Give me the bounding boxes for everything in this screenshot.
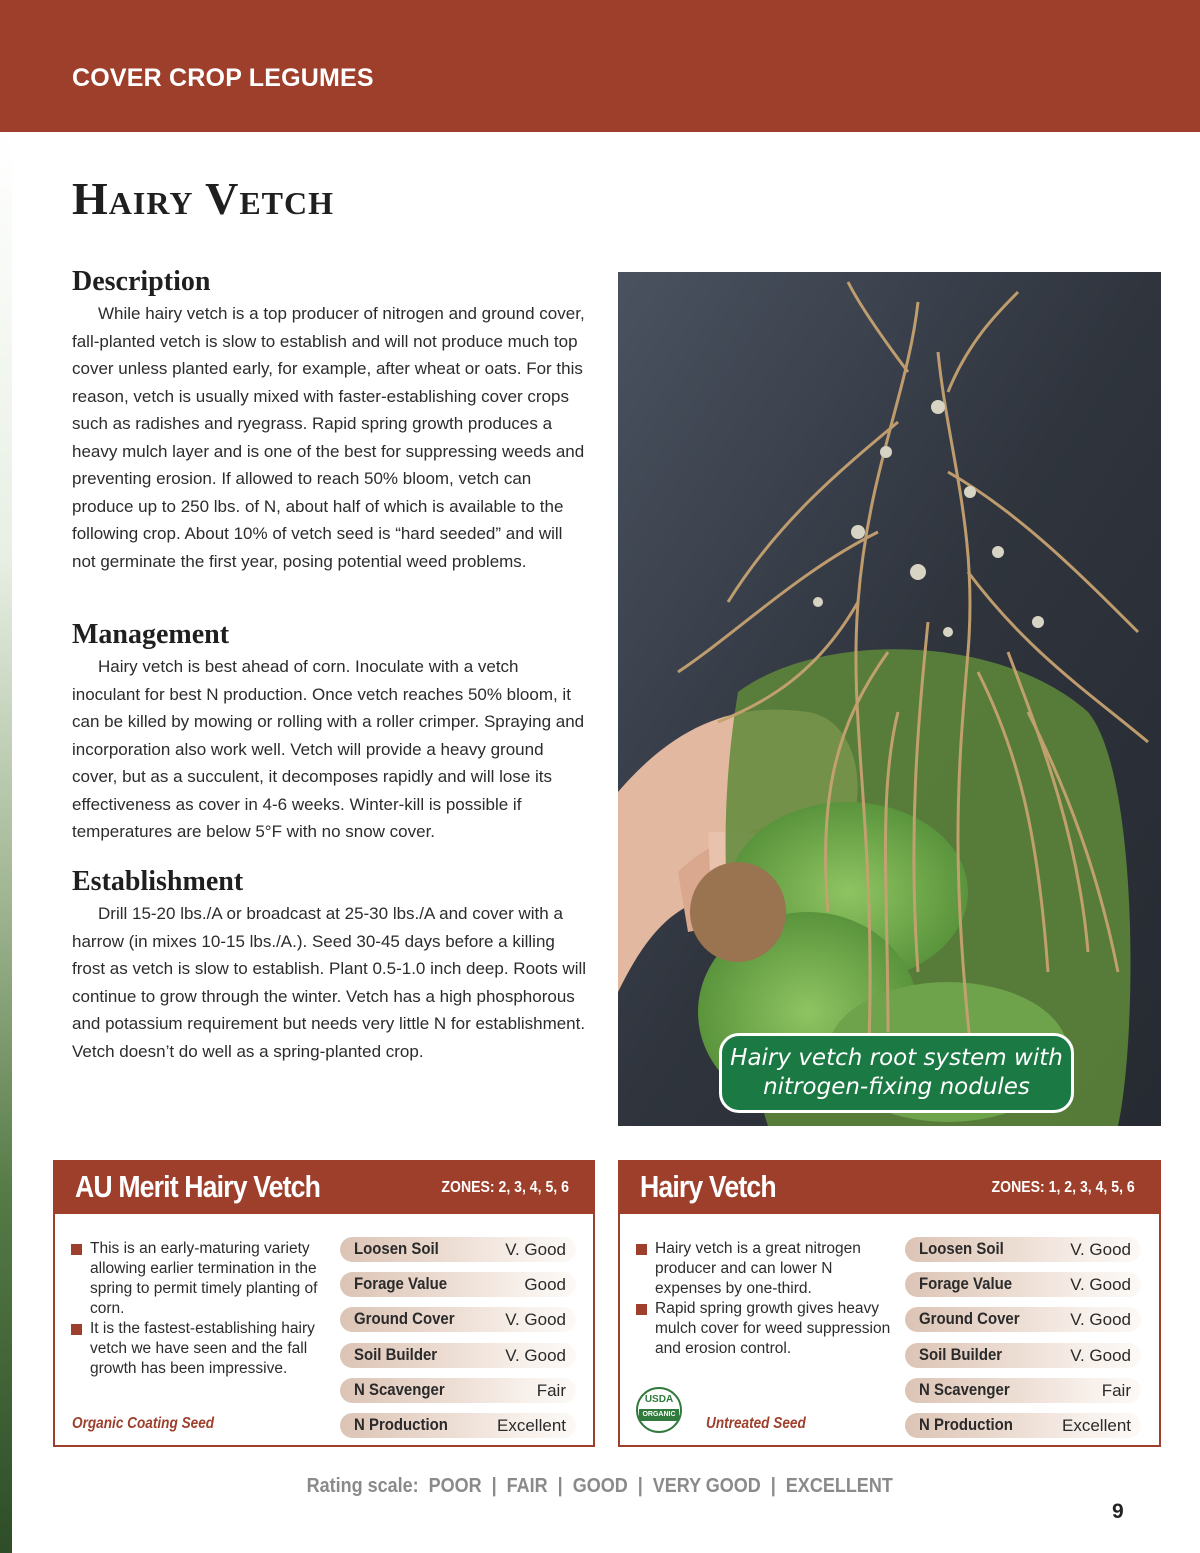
- rating-value: Fair: [1101, 1380, 1131, 1400]
- rating-row: [905, 1376, 1143, 1411]
- rating-row: [905, 1270, 1143, 1305]
- rating-name: Forage Value: [354, 1274, 448, 1294]
- list-item: It is the fastest-establishing hairy vetch we have seen and the fall growth has been impressive.: [69, 1319, 329, 1379]
- photo-caption: [719, 1033, 1074, 1113]
- rating-name: Ground Cover: [354, 1309, 455, 1329]
- rating-scale-legend: [0, 1475, 1200, 1498]
- list-item: Rapid spring growth gives heavy mulch cover for weed suppression and erosion control.: [634, 1299, 894, 1359]
- card-product-name: Hairy Vetch: [640, 1169, 776, 1204]
- rating-name: N Scavenger: [919, 1379, 1010, 1399]
- rating-value: Excellent: [1062, 1415, 1131, 1435]
- card-header: [55, 1162, 593, 1214]
- card-zones: ZONES: 2, 3, 4, 5, 6: [441, 1179, 569, 1196]
- establishment-section: [72, 866, 587, 1065]
- root-photo-illustration: [618, 272, 1161, 1126]
- card-zones: ZONES: 1, 2, 3, 4, 5, 6: [991, 1179, 1135, 1196]
- rating-name: Loosen Soil: [354, 1239, 439, 1258]
- list-item: This is an early-maturing variety allowing earlier termination in the spring to permit timely planting of corn.: [69, 1239, 329, 1319]
- rating-value: V. Good: [1070, 1310, 1131, 1330]
- rating-value: V. Good: [505, 1310, 566, 1330]
- product-card-au-merit-hairy-vetch: [53, 1160, 595, 1447]
- organic-seal-top-text: USDA: [644, 1394, 674, 1405]
- caption-line-1: Hairy vetch root system with: [730, 1045, 1063, 1071]
- ratings-table: [340, 1235, 578, 1446]
- page-edge-photo-strip: [0, 130, 12, 1553]
- card-feature-list: [69, 1239, 329, 1379]
- rating-row: [905, 1235, 1143, 1270]
- rating-value: Fair: [536, 1380, 566, 1400]
- rating-name: Soil Builder: [919, 1344, 1003, 1364]
- description-text: While hairy vetch is a top producer of nitrogen and ground cover, fall-planted vetch is slow to establish and will not produce much top cover unless planted early, for example, after wheat or oats. For this reason, vetch is usually mixed with faster-establishing cover crops such as radishes and ryegrass. Rapid spring growth produces a heavy mulch layer and is one of the best for suppressing weeds and preventing erosion. If allowed to reach 50% bloom, vetch can produce up to 250 lbs. of N, about half of which is available to the following crop. About 10% of vetch seed is “hard seeded” and will not germinate the first year, posing potential weed problems.: [72, 304, 585, 571]
- page-title: Hairy Vetch: [72, 173, 335, 224]
- rating-scale-text: Rating scale: POOR | FAIR | GOOD | VERY GOOD | EXCELLENT: [306, 1475, 894, 1497]
- usda-organic-seal-icon: [636, 1387, 682, 1433]
- seed-treatment-label: Untreated Seed: [706, 1415, 806, 1432]
- card-product-name: AU Merit Hairy Vetch: [75, 1169, 321, 1204]
- rating-row: [340, 1341, 578, 1376]
- rating-row: [905, 1411, 1143, 1446]
- card-header: [620, 1162, 1159, 1214]
- rating-name: N Production: [919, 1414, 1013, 1434]
- rating-row: [340, 1305, 578, 1340]
- management-heading: Management: [72, 619, 230, 650]
- rating-row: [905, 1305, 1143, 1340]
- rating-value: Good: [524, 1275, 566, 1295]
- rating-value: V. Good: [1070, 1345, 1131, 1365]
- rating-name: Soil Builder: [354, 1344, 438, 1364]
- rating-row: [340, 1376, 578, 1411]
- rating-row: [905, 1341, 1143, 1376]
- description-section: [72, 266, 587, 575]
- rating-name: N Production: [354, 1414, 448, 1434]
- hairy-vetch-root-photo: [618, 272, 1161, 1126]
- establishment-heading: Establishment: [72, 866, 244, 897]
- rating-value: Excellent: [497, 1415, 566, 1435]
- card-feature-list: [634, 1239, 894, 1359]
- section-title: COVER CROP LEGUMES: [72, 64, 374, 92]
- management-section: [72, 619, 587, 846]
- rating-value: V. Good: [505, 1345, 566, 1365]
- rating-name: N Scavenger: [354, 1379, 445, 1399]
- product-card-hairy-vetch: [618, 1160, 1161, 1447]
- caption-line-2: nitrogen-fixing nodules: [763, 1074, 1030, 1100]
- rating-value: V. Good: [1070, 1275, 1131, 1295]
- rating-row: [340, 1411, 578, 1446]
- seed-treatment-label: Organic Coating Seed: [72, 1415, 215, 1432]
- management-text: Hairy vetch is best ahead of corn. Inoculate with a vetch inoculant for best N production. Once vetch reaches 50% bloom, it can be killed by mowing or rolling with a roller crimper. Spraying and incorporation also work well. Vetch will provide a heavy ground cover, but as a succulent, it decomposes rapidly and will lose its effectiveness as cover in 4-6 weeks. Winter-kill is possible if temperatures are below 5°F with no snow cover.: [72, 657, 585, 841]
- rating-row: [340, 1235, 578, 1270]
- organic-seal-band-text: ORGANIC: [639, 1409, 679, 1421]
- rating-name: Loosen Soil: [919, 1239, 1004, 1258]
- list-item: Hairy vetch is a great nitrogen producer and can lower N expenses by one-third.: [634, 1239, 894, 1299]
- description-heading: Description: [72, 266, 211, 297]
- page-number: 9: [1112, 1500, 1124, 1523]
- rating-value: V. Good: [505, 1240, 566, 1259]
- ratings-table: [905, 1235, 1143, 1446]
- rating-name: Ground Cover: [919, 1309, 1020, 1329]
- section-header-bar: [0, 0, 1200, 132]
- rating-value: V. Good: [1070, 1240, 1131, 1259]
- establishment-text: Drill 15-20 lbs./A or broadcast at 25-30 lbs./A and cover with a harrow (in mixes 10-15 lbs./A.). Seed 30-45 days before a killing frost as vetch is slow to establish. Plant 0.5-1.0 inch deep. Roots will continue to grow through the winter. Vetch has a high phosphorous and potassium requirement but needs very little N for establishment. Vetch doesn’t do well as a spring-planted crop.: [72, 904, 587, 1061]
- rating-name: Forage Value: [919, 1274, 1013, 1294]
- rating-row: [340, 1270, 578, 1305]
